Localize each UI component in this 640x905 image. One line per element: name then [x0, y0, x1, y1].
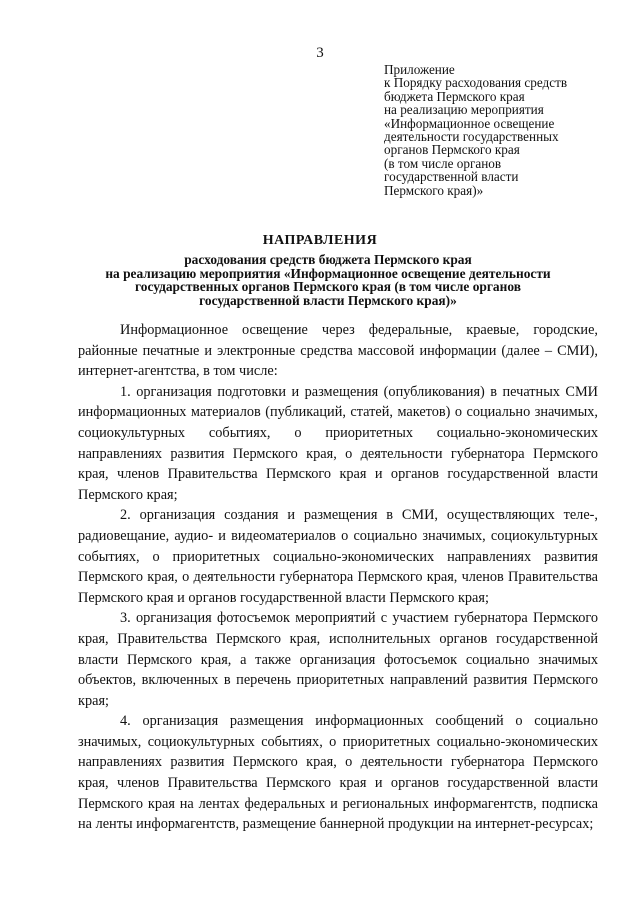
intro-paragraph: Информационное освещение через федеральные, краевые, городские, районные печатные и электронные средства массовой информации (далее – СМИ), интернет-агентства, в том числе: — [78, 322, 598, 380]
item-paragraph-3: 3. организация фотосъемок мероприятий с участием губернатора Пермского края, Правительства Пермского края, исполнительных органов государственной власти Пермского края, а также организация фотосъемок социально значимых объектов, включенных в перечень приоритетных направлений развития Пермского края; — [78, 610, 598, 709]
appendix-line: бюджета Пермского края — [384, 88, 525, 104]
appendix-line: Пермского края)» — [384, 182, 484, 198]
subtitle-line: расходования средств бюджета Пермского края — [184, 252, 472, 267]
document-body — [78, 320, 598, 835]
item-paragraph-2: 2. организация создания и размещения в СМИ, осуществляющих теле-, радиовещание, аудио- и видеоматериалов о социально значимых, социокультурных событиях, о приоритетных социально-экономических направлениях развития Пермского края, о деятельности губернатора Пермского края, членов Правительства Пермского края и органов государственной власти Пермского края; — [78, 507, 598, 606]
appendix-line: на реализацию мероприятия — [384, 102, 544, 118]
appendix-line: к Порядку расходования средств — [384, 75, 568, 91]
document-title: НАПРАВЛЕНИЯ — [262, 233, 378, 248]
appendix-note — [384, 63, 624, 197]
page-number: 3 — [316, 45, 324, 61]
appendix-line: (в том числе органов — [384, 155, 502, 171]
item-paragraph-1: 1. организация подготовки и размещения (опубликования) в печатных СМИ информационных материалов (публикаций, статей, макетов) о социально значимых, социокультурных событиях, о приоритетных социально-экономических направлениях развития Пермского края, о деятельности губернатора Пермского края, членов Правительства Пермского края и органов государственной власти Пермского края; — [78, 383, 598, 503]
appendix-line: органов Пермского края — [384, 142, 520, 158]
subtitle-line: на реализацию мероприятия «Информационное освещение деятельности — [105, 265, 551, 281]
subtitle-line: государственной власти Пермского края)» — [199, 292, 457, 308]
appendix-line: «Информационное освещение — [384, 115, 555, 131]
document-subtitle — [86, 253, 570, 307]
appendix-line: деятельности государственных — [384, 129, 559, 145]
appendix-line: государственной власти — [384, 169, 519, 185]
appendix-line: Приложение — [384, 62, 455, 77]
item-paragraph-4: 4. организация размещения информационных сообщений о социально значимых, социокультурных событиях, о приоритетных социально-экономических направлениях развития Пермского края, о деятельности губернатора Пермского края, членов Правительства Пермского края и органов государственной власти Пермского края на лентах федеральных и региональных информагентств, подписка на ленты информагентств, размещение баннерной продукции на интернет-ресурсах; — [78, 713, 598, 833]
subtitle-line: государственных органов Пермского края (в том числе органов — [135, 279, 521, 295]
